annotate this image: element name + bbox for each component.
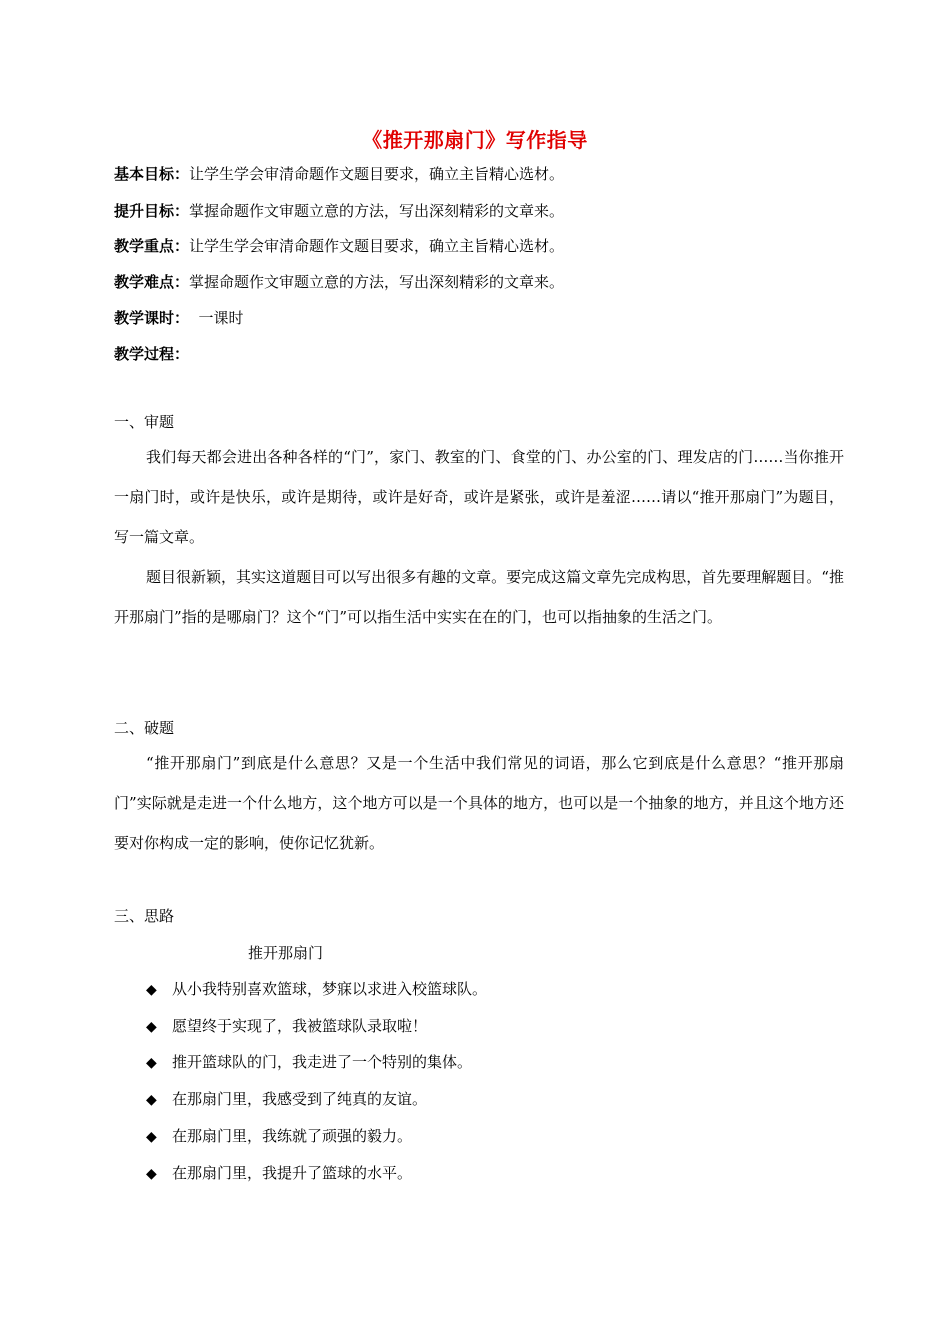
meta-text: 让学生学会审清命题作文题目要求，确立主旨精心选材。 (189, 237, 565, 255)
document-title: 《推开那扇门》写作指导 (362, 128, 588, 152)
outline-item (146, 978, 487, 999)
meta-label: 基本目标： (114, 165, 190, 183)
diamond-bullet-icon: ◆ (146, 1129, 157, 1145)
meta-basic-goal (114, 163, 564, 184)
diamond-bullet-icon: ◆ (146, 982, 157, 998)
meta-advanced-goal (114, 200, 564, 221)
outline-item (146, 1162, 412, 1183)
outline-item (146, 1088, 427, 1109)
meta-text: 掌握命题作文审题立意的方法，写出深刻精彩的文章来。 (189, 202, 565, 220)
section-heading-3: 三、思路 (114, 907, 175, 925)
diamond-bullet-icon: ◆ (146, 1019, 157, 1035)
section-1-paragraph-2: 题目很新颖，其实这道题目可以写出很多有趣的文章。要完成这篇文章先完成构思，首先要理解题目。“推开那扇门”指的是哪扇门？这个“门”可以指生活中实实在在的门，也可以指抽象的生活之门。 (114, 568, 844, 626)
diamond-bullet-icon: ◆ (146, 1055, 157, 1071)
meta-difficulty (114, 271, 564, 292)
outline-item-text: 推开篮球队的门，我走进了一个特别的集体。 (172, 1053, 473, 1071)
outline-item-text: 在那扇门里，我感受到了纯真的友谊。 (172, 1090, 428, 1108)
diamond-bullet-icon: ◆ (146, 1092, 157, 1108)
outline-item-text: 愿望终于实现了，我被篮球队录取啦！ (172, 1017, 428, 1035)
diamond-bullet-icon: ◆ (146, 1166, 157, 1182)
outline-item-text: 从小我特别喜欢篮球，梦寐以求进入校篮球队。 (172, 980, 488, 998)
outline-item-text: 在那扇门里，我提升了篮球的水平。 (172, 1164, 413, 1182)
meta-text: 掌握命题作文审题立意的方法，写出深刻精彩的文章来。 (189, 273, 565, 291)
meta-class-hours (114, 307, 244, 328)
meta-label: 教学过程： (114, 345, 190, 363)
meta-key-point (114, 235, 564, 256)
section-heading-2: 二、破题 (114, 719, 175, 737)
meta-label: 教学重点： (114, 237, 190, 255)
meta-text: 让学生学会审清命题作文题目要求，确立主旨精心选材。 (189, 165, 565, 183)
outline-item (146, 1015, 427, 1036)
meta-text: 一课时 (189, 309, 244, 327)
outline-item-text: 在那扇门里，我练就了顽强的毅力。 (172, 1127, 413, 1145)
meta-label: 提升目标： (114, 202, 190, 220)
meta-process (114, 343, 189, 364)
section-2-paragraph-1: “推开那扇门”到底是什么意思？又是一个生活中我们常见的词语，那么它到底是什么意思？“推开那扇门”实际就是走进一个什么地方，这个地方可以是一个具体的地方，也可以是一个抽象的地方，并且这个地方还要对你构成一定的影响，使你记忆犹新。 (114, 754, 844, 852)
meta-label: 教学难点： (114, 273, 190, 291)
section-1-paragraph-1: 我们每天都会进出各种各样的“门”，家门、教室的门、食堂的门、办公室的门、理发店的门……当你推开一扇门时，或许是快乐，或许是期待，或许是好奇，或许是紧张，或许是羞涩……请以“推开那扇门”为题目，写一篇文章。 (114, 448, 844, 546)
outline-item (146, 1051, 472, 1072)
outline-title: 推开那扇门 (248, 944, 324, 962)
meta-label: 教学课时： (114, 309, 190, 327)
section-heading-1: 一、审题 (114, 413, 175, 431)
outline-item (146, 1125, 412, 1146)
